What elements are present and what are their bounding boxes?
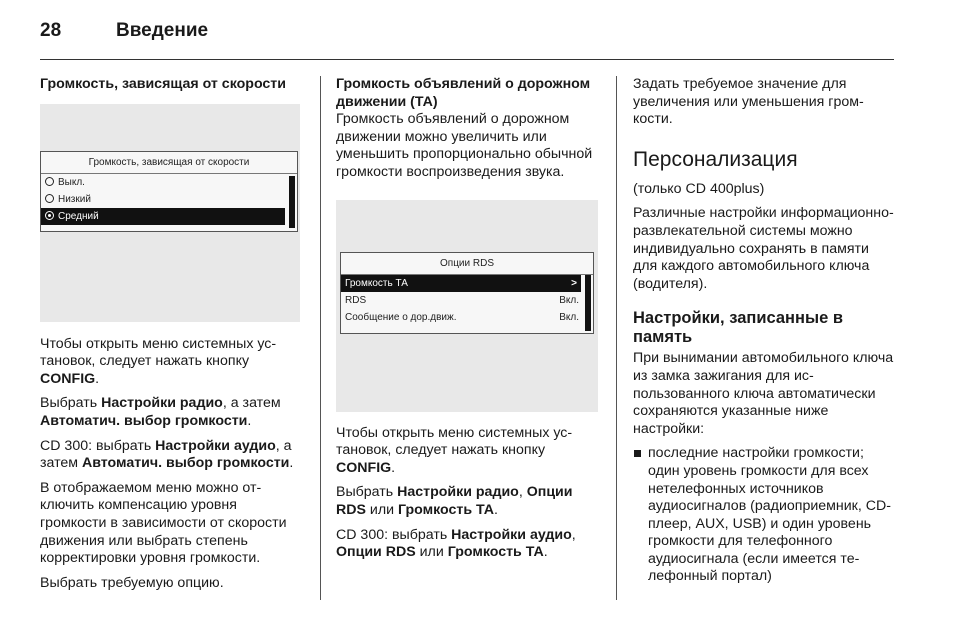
scrollbar bbox=[585, 275, 591, 331]
radio-icon bbox=[45, 194, 54, 203]
personalization-title: Персонализация bbox=[633, 147, 798, 171]
menu-option-off: Выкл. bbox=[41, 174, 297, 191]
menu-option-medium: Средний bbox=[41, 208, 285, 225]
speed-volume-screen bbox=[40, 104, 300, 322]
memory-settings-title: Настройки, записанные в память bbox=[633, 309, 843, 347]
column-3 bbox=[633, 76, 895, 586]
scrollbar bbox=[289, 176, 295, 228]
col1-para-4: В отображаемом меню можно отключить компенсацию уровня громкости в зависимости от скорости движения или выбрать степень корректировки уровня громкости. bbox=[40, 479, 287, 567]
radio-icon bbox=[45, 177, 54, 186]
menu-option-low: Низкий bbox=[41, 191, 297, 208]
menu-title: Громкость, зависящая от скорости bbox=[41, 152, 297, 175]
column-2 bbox=[336, 76, 602, 569]
col3-para-1: Различные настройки информационно-развлекательной системы можно индивидуально сохранять в памяти для каждого автомобильного ключа (водителя). bbox=[633, 205, 894, 292]
menu-row-ta-volume: Громкость ТА > bbox=[341, 275, 581, 292]
speed-volume-heading: Громкость, зависящая от скорости bbox=[40, 76, 286, 92]
col1-para-3: CD 300: выбрать Настройки аудио, а затем Автоматич. выбор громкости. bbox=[40, 437, 294, 472]
rds-options-screen bbox=[336, 200, 598, 412]
rds-options-menu bbox=[340, 252, 594, 334]
col2-para-2: Выбрать Настройки радио, Опции RDS или Громкость ТА. bbox=[336, 484, 573, 518]
chevron-right-icon: > bbox=[571, 278, 577, 290]
column-divider-1 bbox=[320, 76, 321, 600]
menu-row-rds: RDS Вкл. bbox=[345, 295, 579, 307]
list-item: последние настройки громкости; один уровень громкости для всех нетелефонных источников аудиосигналов (радиоприемник, CD-плеер, AUX, USB) и один уровень громкости для телефонного аудиосигнала (если имеется телефонный портал) bbox=[633, 445, 895, 586]
square-bullet-icon bbox=[634, 450, 641, 457]
menu-title: Опции RDS bbox=[341, 253, 593, 276]
col1-para-5: Выбрать требуемую опцию. bbox=[40, 574, 224, 591]
ta-volume-heading: Громкость объявлений о дорожном движении (ТА) bbox=[336, 76, 591, 110]
column-1 bbox=[40, 76, 306, 599]
col3-para-2: При вынимании автомобильного ключа из замка зажигания для использованного ключа автоматически сохраняются указанные ниже настройки: bbox=[633, 350, 894, 437]
personalization-note: (только CD 400plus) bbox=[633, 180, 765, 197]
speed-volume-menu bbox=[40, 151, 298, 232]
col1-para-2: Выбрать Настройки радио, а затем Автоматич. выбор громкости. bbox=[40, 395, 281, 429]
col1-para-1: Чтобы открыть меню системных установок, следует нажать кнопку CONFIG. bbox=[40, 335, 277, 387]
page-number: 28 bbox=[40, 20, 62, 41]
col2-para-1: Чтобы открыть меню системных установок, следует нажать кнопку CONFIG. bbox=[336, 424, 573, 476]
menu-row-traffic-messages: Сообщение о дор.движ. Вкл. bbox=[345, 312, 579, 324]
chapter-title: Введение bbox=[116, 20, 209, 41]
header-rule bbox=[40, 59, 894, 60]
column-divider-2 bbox=[616, 76, 617, 600]
radio-selected-icon bbox=[45, 211, 54, 220]
col3-para-0: Задать требуемое значение для увеличения или уменьшения громкости. bbox=[633, 76, 864, 128]
col2-intro: Громкость объявлений о дорожном движении можно увеличить или уменьшить пропорционально обычной громкости воспроизведения звука. bbox=[336, 111, 593, 180]
col2-para-3: CD 300: выбрать Настройки аудио, Опции RDS или Громкость ТА. bbox=[336, 526, 576, 561]
